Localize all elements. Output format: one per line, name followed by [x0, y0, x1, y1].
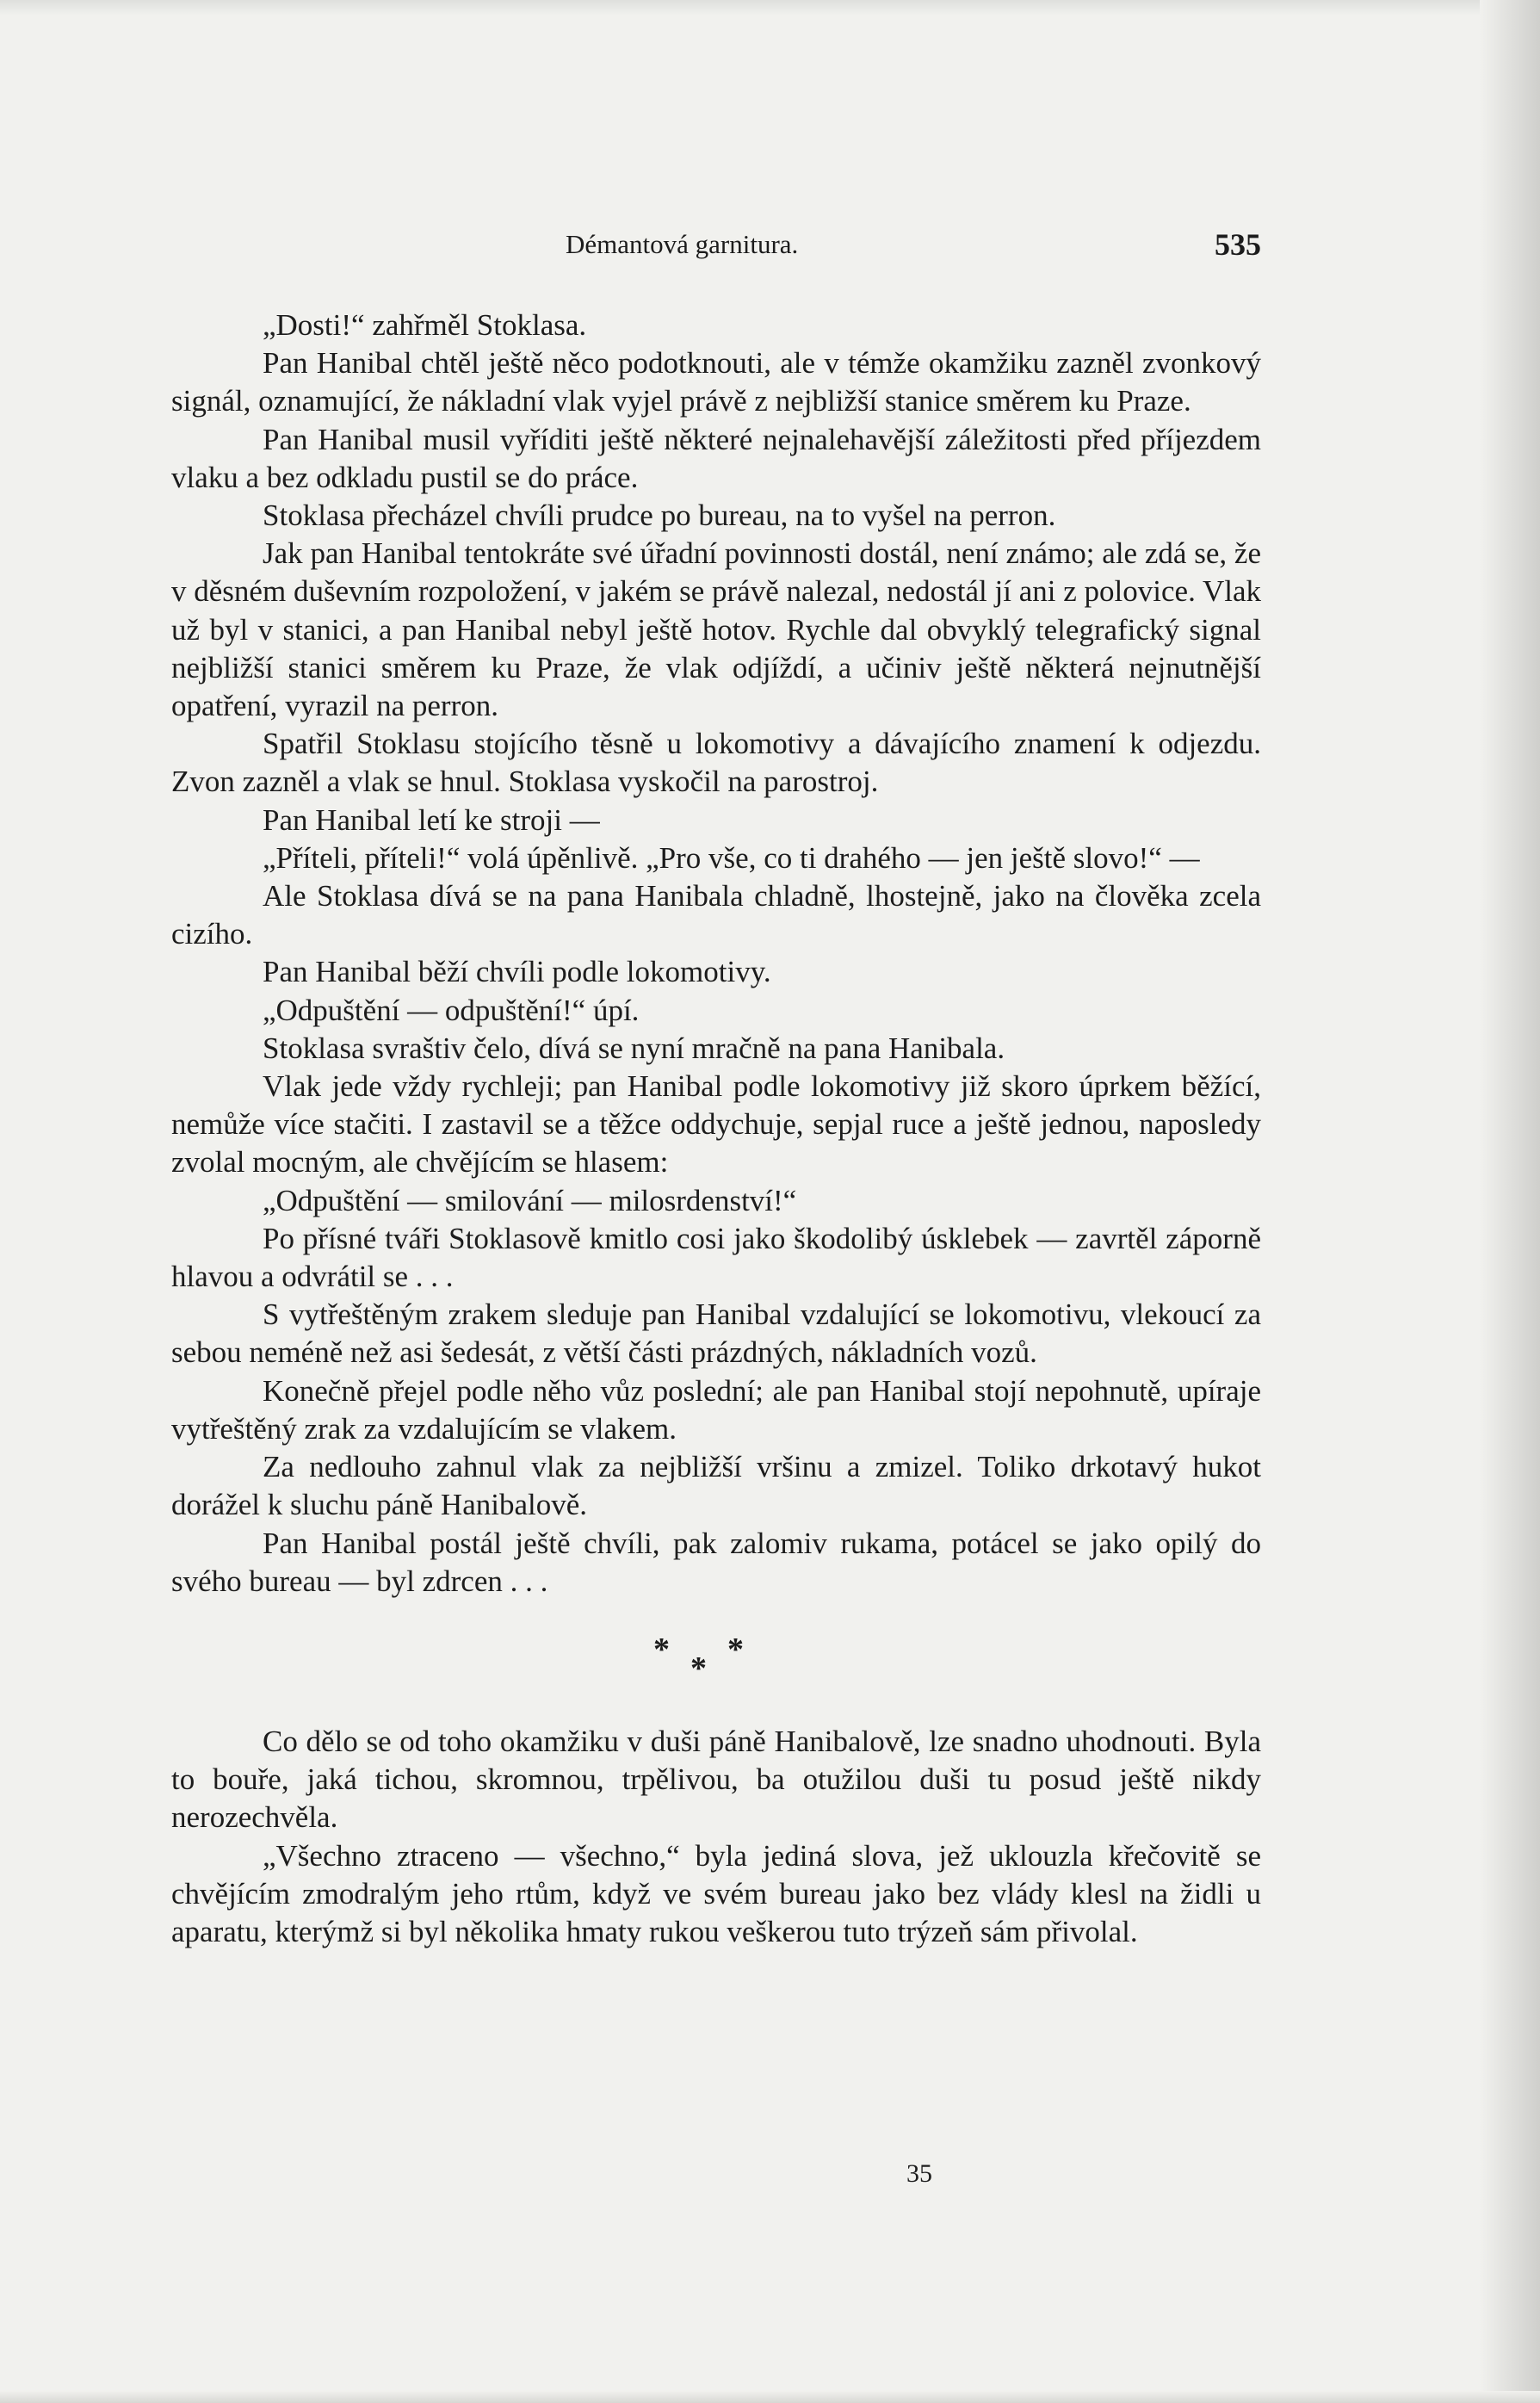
paragraph: Pan Hanibal musil vyříditi ještě některé nejnalehavější záležitosti před příjezdem vlaku a bez odkladu pustil se do práce.	[171, 422, 1261, 494]
printer-signature-mark: 35	[906, 2159, 932, 2188]
paragraph: Vlak jede vždy rychleji; pan Hanibal podle lokomotivy již skoro úprkem běžící, nemůže více stačiti. I zastavil se a těžce oddychuje, sepjal ruce a ještě jednou, naposledy zvolal mocným, ale chvějícím se hlasem:	[171, 1069, 1261, 1180]
running-title: Démantová garnitura.	[566, 229, 799, 259]
paragraph: „Dosti!“ zahřměl Stoklasa.	[263, 308, 587, 342]
paragraph: Stoklasa přecházel chvíli prudce po bureau, na to vyšel na perron.	[263, 499, 1056, 533]
paragraph: Pan Hanibal postál ještě chvíli, pak zalomiv rukama, potácel se jako opilý do svého bureau — byl zdrcen . . .	[171, 1526, 1261, 1598]
paragraph: „Příteli, příteli!“ volá úpěnlivě. „Pro vše, co ti drahého — jen ještě slovo!“ —	[263, 840, 1200, 875]
separator-star: *	[690, 1650, 707, 1687]
text-block	[171, 226, 1261, 1951]
paragraph: Pan Hanibal letí ke stroji —	[263, 802, 600, 837]
paragraph: Co dělo se od toho okamžiku v duši páně Hanibalově, lze snadno uhodnouti. Byla to bouře, jaká tichou, skromnou, trpělivou, ba otužilou duši tu posud ještě nikdy nerozechvěla.	[171, 1724, 1261, 1835]
paragraph: Ale Stoklasa dívá se na pana Hanibala chladně, lhostejně, jako na člověka zcela cizího.	[171, 879, 1261, 951]
page-top-shadow	[0, 0, 1540, 15]
paragraph: Pan Hanibal chtěl ještě něco podotknouti, ale v témže okamžiku zazněl zvonkový signál, oznamující, že nákladní vlak vyjel právě z nejbližší stanice směrem ku Praze.	[171, 346, 1261, 418]
separator-star: *	[727, 1631, 744, 1668]
section-separator	[171, 1601, 1261, 1723]
paragraph: Stoklasa svraštiv čelo, dívá se nyní mračně na pana Hanibala.	[263, 1031, 1005, 1065]
paragraph: „Odpuštění — smilování — milosrdenství!“	[263, 1183, 797, 1217]
paragraph: S vytřeštěným zrakem sleduje pan Hanibal vzdalující se lokomotivu, vlekoucí za sebou neméně než asi šedesát, z větší části prázdných, nákladních vozů.	[171, 1297, 1261, 1370]
paragraph: Po přísné tváři Stoklasově kmitlo cosi jako škodolibý úsklebek — zavrtěl záporně hlavou a odvrátil se . . .	[171, 1221, 1261, 1294]
paragraph: Pan Hanibal běží chvíli podle lokomotivy.	[263, 955, 771, 989]
page-bottom-shadow	[0, 2391, 1540, 2403]
paragraph: Konečně přejel podle něho vůz poslední; ale pan Hanibal stojí nepohnutě, upíraje vytřeštěný zrak za vzdalujícím se vlakem.	[171, 1373, 1261, 1446]
running-header	[171, 226, 1261, 263]
paragraph: „Všechno ztraceno — všechno,“ byla jediná slova, jež uklouzla křečovitě se chvějícím zmodralým jeho rtům, když ve svém bureau jako bez vlády klesl na židli u aparatu, kterýmž si byl několika hmaty rukou veškerou tuto trýzeň sám přivolal.	[171, 1838, 1261, 1948]
paragraph: Jak pan Hanibal tentokráte své úřadní povinnosti dostál, není známo; ale zdá se, že v děsném duševním rozpoložení, v jakém se právě nalezal, nedostál jí ani z polovice. Vlak už byl v stanici, a pan Hanibal nebyl ještě hotov. Rychle dal obvyklý telegrafický signal nejbližší stanici směrem ku Praze, že vlak odjíždí, a učiniv ještě některá nejnutnější opatření, vyrazil na perron.	[171, 536, 1261, 723]
paragraph: „Odpuštění — odpuštění!“ úpí.	[263, 993, 640, 1027]
page-right-shadow	[1480, 0, 1540, 2403]
paragraph: Spatřil Stoklasu stojícího těsně u lokomotivy a dávajícího znamení k odjezdu. Zvon zazněl a vlak se hnul. Stoklasa vyskočil na parostroj.	[171, 727, 1261, 799]
paragraph: Za nedlouho zahnul vlak za nejbližší vršinu a zmizel. Toliko drkotavý hukot dorážel k sluchu páně Hanibalově.	[171, 1450, 1261, 1522]
separator-star: *	[653, 1631, 670, 1668]
page-number: 535	[1215, 227, 1261, 262]
